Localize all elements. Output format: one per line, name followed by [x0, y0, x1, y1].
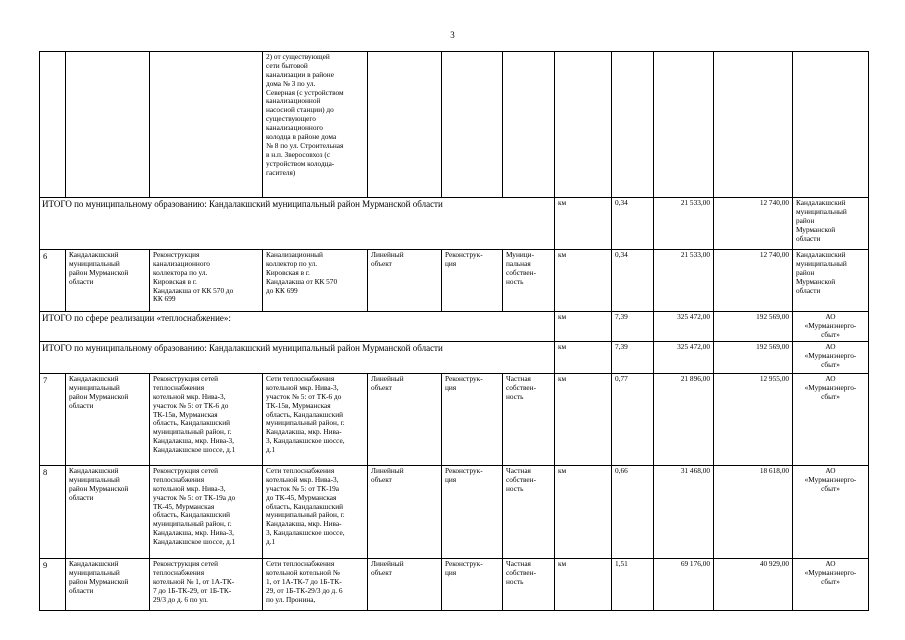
qty-cell: 1,51 [612, 559, 654, 611]
cost-cell: 21 896,00 [654, 374, 714, 466]
object-cell: Канализационный коллектор по ул. Кировская в г. Кандалакша от КК 570 до КК 699 [263, 250, 368, 312]
row-number: 7 [40, 374, 66, 466]
cost-cell: 325 472,00 [654, 312, 714, 342]
unit-cell: км [555, 198, 612, 250]
work-type-cell: Реконструк- ция [442, 374, 503, 466]
total-label: ИТОГО по сфере реализации «теплоснабжение»: [40, 312, 555, 342]
unit-cell: км [555, 342, 612, 374]
amount-cell: 192 569,00 [714, 312, 793, 342]
org-cell: АО «Мурманэнерго- сбыт» [793, 559, 869, 611]
total-row-municipality-2 [40, 342, 869, 374]
amount-cell: 12 740,00 [714, 250, 793, 312]
row-number: 9 [40, 559, 66, 611]
unit-cell: км [555, 559, 612, 611]
qty-cell: 0,34 [612, 250, 654, 312]
object-type-cell: Линейный объект [368, 250, 442, 312]
amount-cell: 18 618,00 [714, 466, 793, 559]
qty-cell: 0,77 [612, 374, 654, 466]
cost-cell: 21 533,00 [654, 250, 714, 312]
amount-cell: 40 929,00 [714, 559, 793, 611]
event-cell: Реконструкция канализационного коллектора по ул. Кировская в г. Кандалакша от КК 570 до КК 699 [150, 250, 263, 312]
work-type-cell: Реконструк- ция [442, 250, 503, 312]
cost-cell: 325 472,00 [654, 342, 714, 374]
object-cell: Сети теплоснабжения котельной мкр. Нива-3, участок № 5: от ТК-19а до ТК-45, Мурманская область, Кандалакшский муниципальный район, г. Кандалакша, мкр. Нива- 3, Кандалакшское шоссе, д.1 [263, 466, 368, 559]
event-cell: Реконструкция сетей теплоснабжения котельной мкр. Нива-3, участок № 5: от ТК-19а до ТК-45, Мурманская область, Кандалакшский муниципальный район, г. Кандалакша, мкр. Нива-3, Кандалакшское шоссе, д.1 [150, 466, 263, 559]
amount-cell: 12 955,00 [714, 374, 793, 466]
cost-cell: 31 468,00 [654, 466, 714, 559]
org-cell: Кандалакшский муниципальный район Мурманской области [793, 250, 869, 312]
unit-cell: км [555, 374, 612, 466]
table-row-9 [40, 559, 869, 611]
total-label: ИТОГО по муниципальному образованию: Кандалакшский муниципальный район Мурманской области [40, 198, 555, 250]
amount-cell: 12 740,00 [714, 198, 793, 250]
ownership-cell: Частная собствен- ность [503, 374, 555, 466]
works-table [39, 51, 869, 611]
ownership-cell: Частная собствен- ность [503, 559, 555, 611]
qty-cell: 7,39 [612, 342, 654, 374]
unit-cell: км [555, 312, 612, 342]
municipality-cell: Кандалакшский муниципальный район Мурманской области [66, 250, 150, 312]
object-cell: Сети теплоснабжения котельной мкр. Нива-3, участок № 5: от ТК-6 до ТК-15в, Мурманская область, Кандалакшский муниципальный район, г. Кандалакша, мкр. Нива- 3, Кандалакшское шоссе, д.1 [263, 374, 368, 466]
row-number: 6 [40, 250, 66, 312]
table-row-8 [40, 466, 869, 559]
table-row-continuation [40, 52, 869, 198]
qty-cell: 0,66 [612, 466, 654, 559]
org-cell: АО «Мурманэнерго- сбыт» [793, 312, 869, 342]
total-row-municipality [40, 198, 869, 250]
object-type-cell: Линейный объект [368, 374, 442, 466]
unit-cell: км [555, 250, 612, 312]
municipality-cell: Кандалакшский муниципальный район Мурманской области [66, 559, 150, 611]
org-cell: АО «Мурманэнерго- сбыт» [793, 342, 869, 374]
cost-cell: 21 533,00 [654, 198, 714, 250]
event-cell: Реконструкция сетей теплоснабжения котельной мкр. Нива-3, участок № 5: от ТК-6 до ТК-15в, Мурманская область, Кандалакшский муниципальный район, г. Кандалакша, мкр. Нива-3, Кандалакшское шоссе, д.1 [150, 374, 263, 466]
qty-cell: 7,39 [612, 312, 654, 342]
page-number: 3 [450, 30, 455, 40]
amount-cell: 192 569,00 [714, 342, 793, 374]
org-cell: АО «Мурманэнерго- сбыт» [793, 374, 869, 466]
ownership-cell: Муници- пальная собствен- ность [503, 250, 555, 312]
cost-cell: 69 176,00 [654, 559, 714, 611]
object-type-cell: Линейный объект [368, 559, 442, 611]
total-row-heat-supply [40, 312, 869, 342]
work-type-cell: Реконструк- ция [442, 466, 503, 559]
qty-cell: 0,34 [612, 198, 654, 250]
unit-cell: км [555, 466, 612, 559]
work-type-cell: Реконструк- ция [442, 559, 503, 611]
table-row-7 [40, 374, 869, 466]
ownership-cell: Частная собствен- ность [503, 466, 555, 559]
object-cell: 2) от существующей сети бытовой канализации в районе дома № 3 по ул. Северная (с устройством канализационной насосной станции) до существующего канализационного колодца в районе дома № 8 по ул. Строительная в н.п. Зверосовхоз (с устройством колодца- гасителя) [263, 52, 368, 198]
org-cell: АО «Мурманэнерго- сбыт» [793, 466, 869, 559]
municipality-cell: Кандалакшский муниципальный район Мурманской области [66, 466, 150, 559]
row-number: 8 [40, 466, 66, 559]
object-type-cell: Линейный объект [368, 466, 442, 559]
municipality-cell: Кандалакшский муниципальный район Мурманской области [66, 374, 150, 466]
total-label: ИТОГО по муниципальному образованию: Кандалакшский муниципальный район Мурманской области [40, 342, 555, 374]
object-cell: Сети теплоснабжения котельной котельной № 1, от 1А-ТК-7 до 1Б-ТК- 29, от 1Б-ТК-29/3 до д. 6 по ул. Пронина, [263, 559, 368, 611]
table-row-6 [40, 250, 869, 312]
event-cell: Реконструкция сетей теплоснабжения котельной № 1, от 1А-ТК- 7 до 1Б-ТК-29, от 1Б-ТК- 29/3 до д. 6 по ул. [150, 559, 263, 611]
org-cell: Кандалакшский муниципальный район Мурманской области [793, 198, 869, 250]
